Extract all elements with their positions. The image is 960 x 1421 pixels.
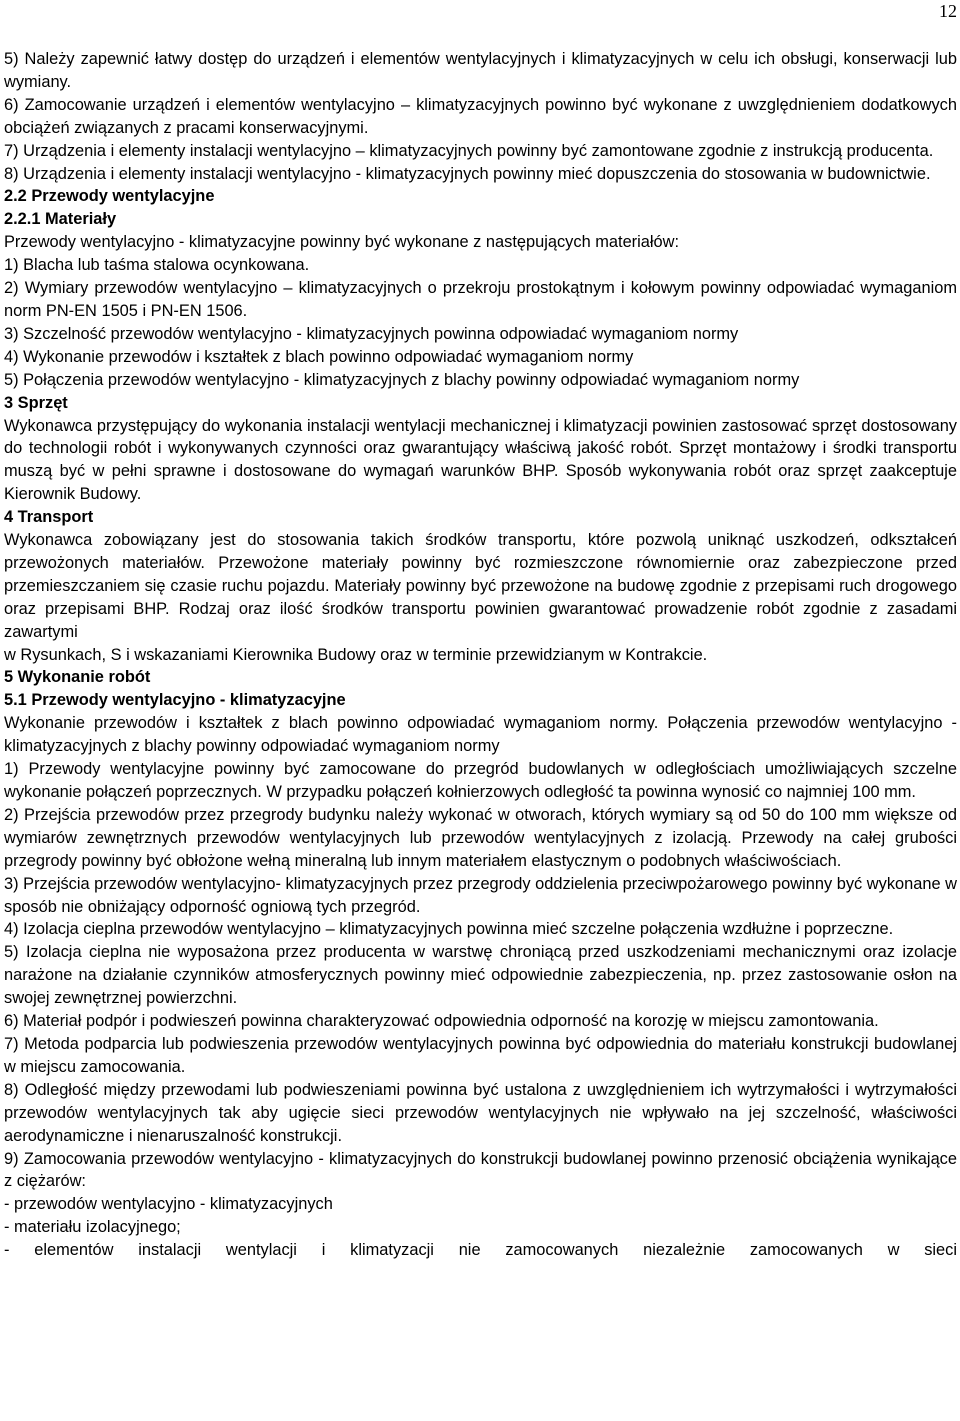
list-item: 5) Połączenia przewodów wentylacyjno - klimatyzacyjnych z blachy powinny odpowiadać wymaganiom normy	[4, 370, 800, 389]
dash-list-item: - przewodów wentylacyjno - klimatyzacyjnych	[4, 1195, 333, 1214]
paragraph: 8) Urządzenia i elementy instalacji wentylacyjno - klimatyzacyjnych powinny mieć dopuszczenia do stosowania w budownictwie.	[4, 164, 931, 183]
section-heading: 2.2.1 Materiały	[4, 210, 117, 229]
document-body	[4, 48, 957, 1262]
list-item: 7) Metoda podparcia lub podwieszenia przewodów wentylacyjnych powinna być odpowiednia do materiału konstrukcji budowlanej w miejscu zamocowania.	[4, 1034, 957, 1076]
paragraph: 5) Należy zapewnić łatwy dostęp do urządzeń i elementów wentylacyjnych i klimatyzacyjnych w celu ich obsługi, konserwacji lub wymiany.	[4, 50, 957, 91]
section-heading: 2.2 Przewody wentylacyjne	[4, 187, 215, 206]
section-heading: 5 Wykonanie robót	[4, 668, 151, 687]
list-item: 2) Przejścia przewodów przez przegrody budynku należy wykonać w otworach, których wymiary są od 50 do 100 mm większe od wymiarów zewnętrznych przewodów wentylacyjnych lub przewodów wentylacyjnych z izolacją. Przewody na całej grubości przegrody powinny być obłożone wełną mineralną lub innym materiałem elastycznym o podobnych właściwościach.	[4, 805, 957, 870]
dash-list-item: - elementów instalacji wentylacji i klimatyzacji nie zamocowanych niezależnie zamocowanych w sieci	[4, 1241, 957, 1260]
list-item: 4) Izolacja cieplna przewodów wentylacyjno – klimatyzacyjnych powinna mieć szczelne połączenia wzdłużne i poprzeczne.	[4, 920, 894, 939]
page-number: 12	[939, 1, 957, 21]
dash-list-item: - materiału izolacyjnego;	[4, 1218, 181, 1237]
list-item: 6) Materiał podpór i podwieszeń powinna charakteryzować odpowiednia odporność na korozję w miejscu zamontowania.	[4, 1012, 879, 1031]
list-item: 5) Izolacja cieplna nie wyposażona przez producenta w warstwę chroniącą przed uszkodzeniami mechanicznymi oraz izolacje narażone na działanie czynników atmosferycznych powinny mieć odpowiednie zabezpieczenia, np. przez zastosowanie osłon na swojej zewnętrznej powierzchni.	[4, 943, 957, 1008]
section-heading: 5.1 Przewody wentylacyjno - klimatyzacyjne	[4, 691, 346, 710]
paragraph: Przewody wentylacyjno - klimatyzacyjne powinny być wykonane z następujących materiałów:	[4, 233, 680, 252]
list-item: 1) Przewody wentylacyjne powinny być zamocowane do przegród budowlanych w odległościach umożliwiających szczelne wykonanie połączeń poprzecznych. W przypadku połączeń kołnierzowych odległość ta powinna wynosić co najmniej 100 mm.	[4, 760, 957, 801]
list-item: 8) Odległość między przewodami lub podwieszeniami powinna być ustalona z uwzględnieniem ich wytrzymałości i wytrzymałości przewodów wentylacyjnych tak aby ugięcie sieci przewodów wentylacyjnych nie wpływało na jej szczelność, właściwości aerodynamiczne i nienaruszalność konstrukcji.	[4, 1080, 957, 1145]
paragraph: Wykonawca przystępujący do wykonania instalacji wentylacji mechanicznej i klimatyzacji powinien zastosować sprzęt dostosowany do technologii robót i wykonywanych czynności oraz gwarantujący właściwą jakość robót. Sprzęt montażowy i środki transportu muszą być w pełni sprawne i dostosowane do wymagań warunków BHP. Sposób wykonywania robót oraz sprzęt zaakceptuje Kierownik Budowy.	[4, 416, 957, 504]
paragraph: 7) Urządzenia i elementy instalacji wentylacyjno – klimatyzacyjnych powinny być zamontowane zgodnie z instrukcją producenta.	[4, 141, 934, 160]
list-item: 3) Szczelność przewodów wentylacyjno - klimatyzacyjnych powinna odpowiadać wymaganiom normy	[4, 324, 739, 343]
paragraph: 6) Zamocowanie urządzeń i elementów wentylacyjno – klimatyzacyjnych powinno być wykonane z uwzględnieniem dodatkowych obciążeń związanych z pracami konserwacyjnymi.	[4, 95, 957, 137]
section-heading: 3 Sprzęt	[4, 393, 68, 412]
list-item: 4) Wykonanie przewodów i kształtek z blach powinno odpowiadać wymaganiom normy	[4, 347, 634, 366]
list-item: 3) Przejścia przewodów wentylacyjno- klimatyzacyjnych przez przegrody oddzielenia przeciwpożarowego powinny być wykonane w sposób nie obniżający odporność ogniową tych przegród.	[4, 874, 957, 916]
paragraph: Wykonawca zobowiązany jest do stosowania takich środków transportu, które pozwolą uniknąć uszkodzeń, odkształceń przewożonych materiałów. Przewożone materiały powinny być rozmieszczone równomiernie oraz zabezpieczone przed przemieszczaniem się czasie ruchu pojazdu. Materiały powinny być przewożone na budowę zgodnie z przepisami ruch drogowego oraz przepisami BHP. Rodzaj oraz ilość środków transportu powinien gwarantować prowadzenie robót zgodnie z zasadami zawartymi	[4, 531, 957, 641]
section-heading: 4 Transport	[4, 508, 94, 527]
list-item: 2) Wymiary przewodów wentylacyjno – klimatyzacyjnych o przekroju prostokątnym i kołowym powinny odpowiadać wymaganiom norm PN-EN 1505 i PN-EN 1506.	[4, 279, 957, 320]
paragraph: Wykonanie przewodów i kształtek z blach powinno odpowiadać wymaganiom normy. Połączenia przewodów wentylacyjno - klimatyzacyjnych z blachy powinny odpowiadać wymaganiom normy	[4, 714, 957, 756]
list-item: 1) Blacha lub taśma stalowa ocynkowana.	[4, 256, 310, 275]
paragraph: w Rysunkach, S i wskazaniami Kierownika Budowy oraz w terminie przewidzianym w Kontrakcie.	[4, 645, 708, 664]
list-item: 9) Zamocowania przewodów wentylacyjno - klimatyzacyjnych do konstrukcji budowlanej powinno przenosić obciążenia wynikające z ciężarów:	[4, 1149, 957, 1191]
